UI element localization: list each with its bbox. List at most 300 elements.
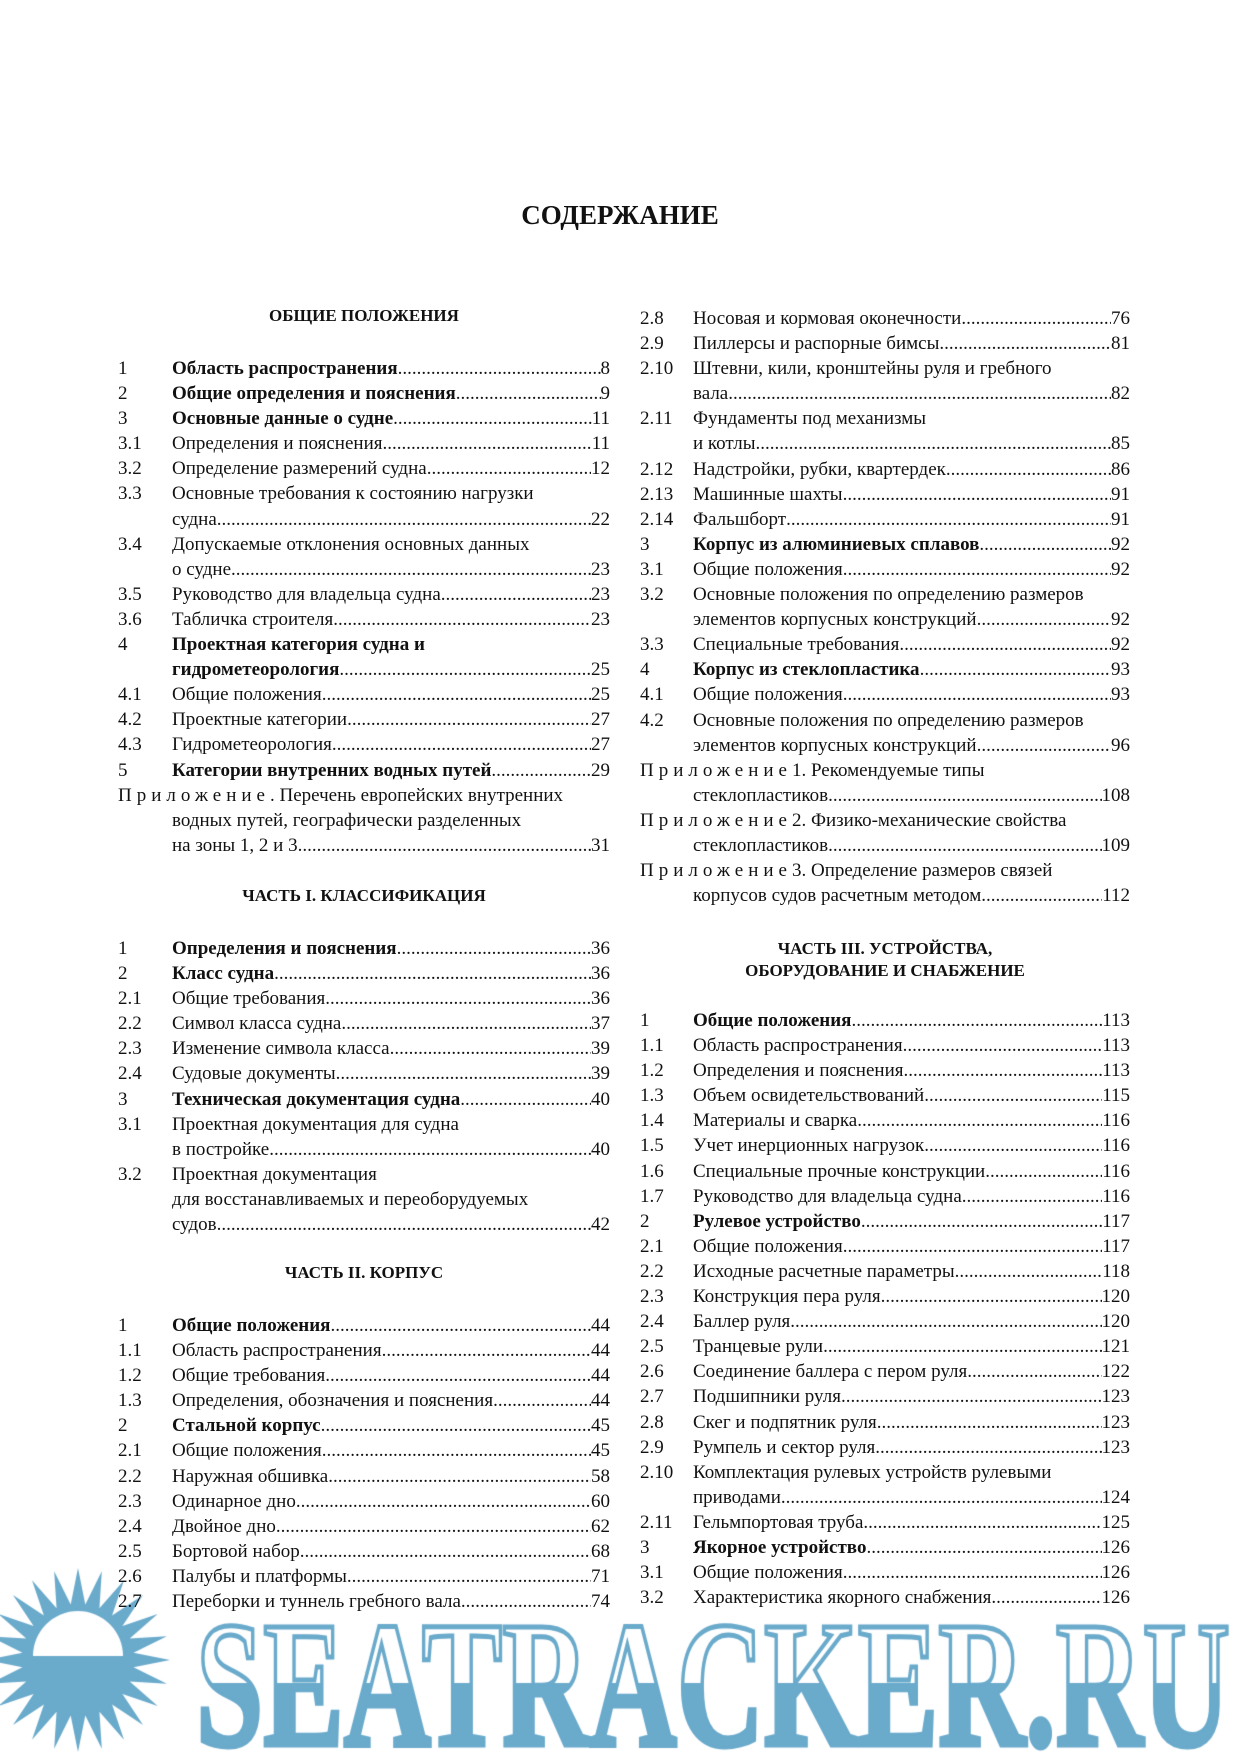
toc-entry[interactable] bbox=[640, 1435, 1130, 1460]
entry-title: судов bbox=[172, 1214, 217, 1236]
entry-body bbox=[693, 632, 1130, 657]
page-number: 109 bbox=[1101, 834, 1130, 856]
dot-leader bbox=[877, 1410, 1102, 1435]
toc-entry[interactable] bbox=[640, 1108, 1130, 1133]
toc-entry[interactable] bbox=[640, 582, 1130, 632]
entry-title: Область распространения bbox=[172, 358, 398, 379]
entry-body bbox=[693, 1309, 1130, 1334]
page-title: СОДЕРЖАНИЕ bbox=[521, 200, 719, 230]
entry-title: элементов корпусных конструкций bbox=[693, 609, 977, 631]
toc-entry[interactable] bbox=[118, 758, 610, 783]
entry-title: Основные положения по определению размеров bbox=[693, 709, 1084, 731]
toc-entry[interactable] bbox=[640, 1008, 1130, 1033]
section-number: 2 bbox=[118, 1415, 128, 1437]
page-number: 116 bbox=[1102, 1185, 1130, 1207]
entry-title: Определение размерений судна bbox=[172, 458, 427, 480]
toc-entry[interactable] bbox=[640, 657, 1130, 682]
section-number: 3.3 bbox=[118, 483, 142, 505]
section-number: 2 bbox=[118, 383, 128, 405]
dot-leader bbox=[390, 1036, 591, 1061]
toc-entry[interactable] bbox=[640, 1209, 1130, 1234]
entry-body bbox=[693, 1435, 1130, 1460]
entry-title: Бортовой набор bbox=[172, 1540, 300, 1562]
entry-line bbox=[693, 381, 1130, 406]
entry-body bbox=[172, 406, 610, 431]
toc-entry[interactable] bbox=[640, 557, 1130, 582]
section-number: 3.3 bbox=[640, 634, 664, 656]
dot-leader bbox=[979, 532, 1111, 557]
dot-leader bbox=[330, 1313, 591, 1338]
entry-title: Допускаемые отклонения основных данных bbox=[172, 533, 530, 555]
entry-title: для восстанавливаемых и переоборудуемых bbox=[172, 1188, 529, 1210]
page-number: 31 bbox=[591, 834, 610, 856]
entry-body bbox=[172, 1388, 610, 1413]
entry-body bbox=[172, 1011, 610, 1036]
entry-line bbox=[172, 1489, 610, 1514]
entry-title: Одинарное дно bbox=[172, 1490, 296, 1512]
section-number: 1.6 bbox=[640, 1160, 664, 1182]
section-number: 2.8 bbox=[640, 308, 664, 329]
dot-leader bbox=[456, 381, 601, 406]
entry-body bbox=[172, 456, 610, 481]
dot-leader bbox=[336, 1061, 591, 1086]
dot-leader bbox=[924, 1083, 1102, 1108]
entry-body bbox=[693, 1033, 1130, 1058]
toc-entry[interactable] bbox=[118, 1564, 610, 1589]
section-number: 2.9 bbox=[640, 333, 664, 355]
entry-title: Общие положения bbox=[693, 558, 843, 580]
dot-leader bbox=[322, 682, 591, 707]
page-number: 126 bbox=[1101, 1536, 1130, 1558]
entry-line bbox=[693, 1184, 1130, 1209]
dot-leader bbox=[981, 883, 1102, 908]
toc-entry[interactable] bbox=[640, 1410, 1130, 1435]
page-number: 122 bbox=[1101, 1361, 1130, 1383]
entry-line bbox=[693, 1284, 1130, 1309]
entry-title: Скег и подпятник руля bbox=[693, 1411, 877, 1433]
toc-entry[interactable] bbox=[640, 1234, 1130, 1259]
page-number: 12 bbox=[591, 458, 610, 480]
page-number: 25 bbox=[591, 659, 610, 681]
section-number: 4.3 bbox=[118, 734, 142, 756]
entry-title: 1. Рекомендуемые типы bbox=[791, 759, 985, 781]
entry-title: Общие положения bbox=[693, 1010, 852, 1031]
page-number: 44 bbox=[591, 1340, 610, 1362]
entry-title: Общие положения bbox=[172, 684, 322, 706]
toc-entry[interactable] bbox=[118, 381, 610, 406]
entry-line bbox=[693, 1560, 1130, 1585]
entry-line bbox=[693, 482, 1130, 507]
toc-entry[interactable] bbox=[118, 481, 610, 531]
entry-body bbox=[172, 431, 610, 456]
toc-entry[interactable] bbox=[640, 1133, 1130, 1158]
page-number: 39 bbox=[591, 1038, 610, 1060]
entry-line bbox=[172, 1338, 610, 1363]
page-number: 39 bbox=[591, 1063, 610, 1085]
entry-body bbox=[693, 507, 1130, 532]
dot-leader bbox=[269, 1137, 591, 1162]
entry-line bbox=[693, 733, 1130, 758]
toc-entry[interactable] bbox=[640, 1460, 1130, 1510]
entry-body bbox=[693, 1410, 1130, 1435]
toc-entry[interactable] bbox=[640, 1510, 1130, 1535]
entry-line bbox=[172, 1212, 610, 1237]
toc-entry[interactable] bbox=[640, 331, 1130, 356]
toc-entry[interactable] bbox=[640, 1309, 1130, 1334]
entry-line bbox=[693, 1384, 1130, 1409]
dot-leader bbox=[843, 1560, 1102, 1585]
toc-entry[interactable] bbox=[118, 682, 610, 707]
dot-leader bbox=[493, 1388, 591, 1413]
entry-line bbox=[693, 1058, 1130, 1083]
toc-entry[interactable] bbox=[640, 1535, 1130, 1560]
entry-title: Определения, обозначения и пояснения bbox=[172, 1390, 494, 1412]
page-number: 92 bbox=[1111, 558, 1130, 580]
page-number: 96 bbox=[1111, 734, 1130, 756]
toc-entry[interactable] bbox=[118, 456, 610, 481]
page-number: 9 bbox=[600, 383, 610, 405]
toc-entry[interactable] bbox=[118, 1589, 610, 1614]
toc-entry[interactable] bbox=[118, 1413, 610, 1438]
page-number: 125 bbox=[1101, 1511, 1130, 1533]
toc-entry[interactable] bbox=[118, 532, 610, 582]
entry-line bbox=[640, 858, 1130, 883]
entry-line bbox=[693, 457, 1130, 482]
page-number: 108 bbox=[1101, 784, 1130, 806]
toc-entry[interactable] bbox=[640, 1159, 1130, 1184]
toc-entry[interactable] bbox=[640, 1560, 1130, 1585]
toc-entry[interactable] bbox=[640, 1359, 1130, 1384]
page-number: 68 bbox=[591, 1540, 610, 1562]
dot-leader bbox=[851, 1008, 1102, 1033]
toc-entry[interactable] bbox=[118, 1338, 610, 1363]
toc-entry[interactable] bbox=[118, 986, 610, 1011]
entry-body bbox=[693, 306, 1130, 331]
toc-entry[interactable] bbox=[640, 1058, 1130, 1083]
entry-body bbox=[693, 1159, 1130, 1184]
section-number: 1 bbox=[118, 358, 128, 379]
entry-body bbox=[172, 1539, 610, 1564]
entry-body bbox=[172, 1564, 610, 1589]
appendix-prefix: Приложение bbox=[640, 759, 792, 781]
dot-leader bbox=[325, 986, 591, 1011]
toc-entry[interactable] bbox=[118, 732, 610, 757]
toc-entry[interactable] bbox=[118, 936, 610, 961]
entry-title: Штевни, кили, кронштейны руля и гребного bbox=[693, 358, 1052, 380]
page-number: 91 bbox=[1111, 508, 1130, 530]
section-number: 1.5 bbox=[640, 1135, 664, 1157]
page-number: 91 bbox=[1111, 483, 1130, 505]
entry-title: Категории внутренних водных путей bbox=[172, 759, 492, 781]
entry-line bbox=[172, 481, 610, 506]
entry-line bbox=[693, 1309, 1130, 1334]
toc-entry[interactable] bbox=[640, 632, 1130, 657]
entry-body bbox=[172, 707, 610, 732]
page-number: 113 bbox=[1102, 1035, 1130, 1057]
section-number: 4.1 bbox=[118, 684, 142, 706]
toc-entry[interactable] bbox=[118, 1438, 610, 1463]
entry-line bbox=[172, 1564, 610, 1589]
toc-entry[interactable] bbox=[640, 758, 1130, 808]
entry-title: корпусов судов расчетным методом bbox=[693, 885, 982, 907]
toc-entry[interactable] bbox=[640, 1184, 1130, 1209]
entry-line bbox=[172, 381, 610, 406]
section-number: 2.11 bbox=[640, 408, 673, 430]
page-number: 42 bbox=[591, 1214, 610, 1236]
entry-body bbox=[640, 858, 1130, 908]
section-number: 2.1 bbox=[118, 1440, 142, 1462]
entry-title: водных путей, географически разделенных bbox=[172, 809, 522, 831]
section-number: 3.1 bbox=[640, 558, 664, 580]
entry-body bbox=[693, 1560, 1130, 1585]
entry-body bbox=[172, 1162, 610, 1237]
dot-leader bbox=[332, 732, 591, 757]
page-number: 76 bbox=[1111, 308, 1130, 329]
page-number: 113 bbox=[1102, 1010, 1130, 1031]
entry-body bbox=[640, 808, 1130, 858]
page-number: 27 bbox=[591, 734, 610, 756]
dot-leader bbox=[321, 1413, 591, 1438]
section-number: 3 bbox=[118, 408, 128, 430]
entry-line bbox=[172, 1187, 610, 1212]
section-number: 3.1 bbox=[118, 1113, 142, 1135]
entry-body bbox=[172, 1313, 610, 1338]
toc-entry[interactable] bbox=[118, 632, 610, 682]
dot-leader bbox=[339, 657, 591, 682]
section-number: 1.1 bbox=[118, 1340, 142, 1362]
toc-entry[interactable] bbox=[118, 1464, 610, 1489]
entry-body bbox=[693, 682, 1130, 707]
section-number: 1 bbox=[118, 1315, 128, 1336]
section-number: 1.3 bbox=[118, 1390, 142, 1412]
toc-entry[interactable] bbox=[118, 1539, 610, 1564]
section-number: 2.10 bbox=[640, 1461, 674, 1483]
entry-line bbox=[693, 1159, 1130, 1184]
section-number: 2.5 bbox=[118, 1540, 142, 1562]
section-number: 2.3 bbox=[640, 1286, 664, 1308]
entry-body bbox=[693, 482, 1130, 507]
entry-line bbox=[693, 356, 1130, 381]
entry-title: Проектная документация для судна bbox=[172, 1113, 459, 1135]
entry-line bbox=[693, 1485, 1130, 1510]
entry-line bbox=[693, 1008, 1130, 1033]
entry-line bbox=[172, 1413, 610, 1438]
toc-entry[interactable] bbox=[118, 1036, 610, 1061]
entry-body bbox=[172, 356, 610, 381]
entry-line bbox=[172, 582, 610, 607]
toc-entry[interactable] bbox=[118, 1363, 610, 1388]
page-number: 44 bbox=[591, 1390, 610, 1412]
entry-body bbox=[172, 1514, 610, 1539]
dot-leader bbox=[341, 1011, 591, 1036]
entry-line bbox=[693, 632, 1130, 657]
entry-title: Двойное дно bbox=[172, 1515, 276, 1537]
toc-entry[interactable] bbox=[640, 1083, 1130, 1108]
page-number: 92 bbox=[1111, 533, 1130, 555]
entry-body bbox=[172, 1112, 610, 1162]
section-number: 2.6 bbox=[640, 1361, 664, 1383]
entry-title: Подшипники руля bbox=[693, 1386, 841, 1408]
entry-title: Определения и пояснения bbox=[172, 938, 397, 959]
page-number: 23 bbox=[591, 608, 610, 630]
entry-line bbox=[693, 331, 1130, 356]
entry-title: судна bbox=[172, 508, 217, 530]
toc-entry[interactable] bbox=[118, 582, 610, 607]
entry-line bbox=[172, 1464, 610, 1489]
entry-title: гидрометеорология bbox=[172, 659, 340, 681]
dot-leader bbox=[961, 306, 1111, 331]
toc-entry[interactable] bbox=[640, 356, 1130, 406]
toc-entry[interactable] bbox=[640, 406, 1130, 456]
entry-body bbox=[693, 1184, 1130, 1209]
entry-title: Фальшборт bbox=[693, 508, 787, 530]
entry-line bbox=[693, 1410, 1130, 1435]
toc-entry[interactable] bbox=[118, 1388, 610, 1413]
dot-leader bbox=[946, 457, 1111, 482]
toc-entry[interactable] bbox=[118, 1514, 610, 1539]
dot-leader bbox=[861, 1209, 1102, 1234]
entry-body bbox=[172, 682, 610, 707]
entry-line bbox=[172, 732, 610, 757]
entry-body bbox=[172, 632, 610, 682]
entry-title: Общие положения bbox=[172, 1315, 331, 1336]
entry-body bbox=[693, 1108, 1130, 1133]
toc-entry[interactable] bbox=[640, 1284, 1130, 1309]
toc-entry[interactable] bbox=[640, 808, 1130, 858]
entry-title: Руководство для владельца судна bbox=[693, 1185, 962, 1207]
toc-entry[interactable] bbox=[118, 707, 610, 732]
entry-body bbox=[172, 381, 610, 406]
dot-leader bbox=[300, 1539, 591, 1564]
section-number: 2 bbox=[118, 963, 128, 985]
entry-line bbox=[693, 1585, 1130, 1610]
entry-line bbox=[693, 557, 1130, 582]
entry-title: Рулевое устройство bbox=[693, 1210, 861, 1232]
section-heading bbox=[640, 938, 1130, 982]
entry-line bbox=[693, 306, 1130, 331]
toc-entry[interactable] bbox=[118, 1489, 610, 1514]
section-number: 2.3 bbox=[118, 1490, 142, 1512]
dot-leader bbox=[217, 1212, 591, 1237]
appendix-prefix: Приложение bbox=[118, 784, 270, 806]
entry-line bbox=[693, 657, 1130, 682]
page-number: 86 bbox=[1111, 458, 1130, 480]
page-number: 74 bbox=[591, 1591, 610, 1613]
section-number: 2.1 bbox=[640, 1235, 664, 1257]
page-number: 116 bbox=[1102, 1135, 1130, 1157]
entry-line bbox=[118, 808, 610, 833]
toc-entry[interactable] bbox=[640, 482, 1130, 507]
page-number: 81 bbox=[1111, 333, 1130, 355]
toc-entry[interactable] bbox=[118, 961, 610, 986]
entry-body bbox=[693, 1284, 1130, 1309]
entry-title: Область распространения bbox=[172, 1340, 382, 1362]
toc-entry[interactable] bbox=[640, 457, 1130, 482]
dot-leader bbox=[347, 707, 591, 732]
dot-leader bbox=[781, 1485, 1102, 1510]
toc-entry[interactable] bbox=[640, 858, 1130, 908]
entry-title: Комплектация рулевых устройств рулевыми bbox=[693, 1461, 1052, 1483]
dot-leader bbox=[985, 1159, 1102, 1184]
section-number: 1.1 bbox=[640, 1035, 664, 1057]
entry-line bbox=[172, 1388, 610, 1413]
toc-entry[interactable] bbox=[640, 1334, 1130, 1359]
entry-title: Общие определения и пояснения bbox=[172, 383, 456, 405]
toc-entry[interactable] bbox=[118, 406, 610, 431]
entry-title: 2. Физико-механические свойства bbox=[791, 809, 1067, 831]
heading-line: ЧАСТЬ II. КОРПУС bbox=[284, 1263, 444, 1282]
entry-line bbox=[640, 883, 1130, 908]
toc-entry[interactable] bbox=[118, 1061, 610, 1086]
entry-body bbox=[693, 1510, 1130, 1535]
page-number: 60 bbox=[591, 1490, 610, 1512]
entry-body bbox=[172, 1413, 610, 1438]
toc-entry[interactable] bbox=[118, 607, 610, 632]
entry-body bbox=[693, 1535, 1130, 1560]
section-number: 1.2 bbox=[118, 1365, 142, 1387]
toc-entry[interactable] bbox=[118, 783, 610, 858]
dot-leader bbox=[347, 1564, 591, 1589]
toc-entry[interactable] bbox=[118, 356, 610, 381]
dot-leader bbox=[382, 431, 591, 456]
toc-entry[interactable] bbox=[640, 1384, 1130, 1409]
dot-leader bbox=[728, 381, 1111, 406]
toc-entry[interactable] bbox=[640, 682, 1130, 707]
section-heading bbox=[118, 305, 610, 327]
toc-entry[interactable] bbox=[118, 1011, 610, 1036]
dot-leader bbox=[790, 1309, 1101, 1334]
entry-line bbox=[693, 682, 1130, 707]
toc-entry[interactable] bbox=[640, 1585, 1130, 1610]
dot-leader bbox=[843, 557, 1111, 582]
toc-entry[interactable] bbox=[118, 1112, 610, 1162]
entry-title: Область распространения bbox=[693, 1035, 903, 1057]
entry-line bbox=[640, 808, 1130, 833]
entry-body bbox=[693, 708, 1130, 758]
page-number: 82 bbox=[1111, 383, 1130, 405]
toc-entry[interactable] bbox=[640, 507, 1130, 532]
entry-body bbox=[693, 1083, 1130, 1108]
entry-line bbox=[693, 532, 1130, 557]
toc-entry[interactable] bbox=[118, 431, 610, 456]
entry-body bbox=[693, 1334, 1130, 1359]
entry-title: Основные данные о судне bbox=[172, 408, 394, 430]
entry-line bbox=[172, 986, 610, 1011]
toc-entry[interactable] bbox=[118, 1162, 610, 1237]
section-number: 4 bbox=[118, 634, 128, 656]
toc-entry[interactable] bbox=[640, 532, 1130, 557]
section-number: 1 bbox=[118, 938, 128, 959]
toc-entry[interactable] bbox=[640, 1033, 1130, 1058]
toc-entry[interactable] bbox=[118, 1087, 610, 1112]
entry-title: Румпель и сектор руля bbox=[693, 1436, 876, 1458]
dot-leader bbox=[460, 1087, 591, 1112]
section-number: 5 bbox=[118, 759, 128, 781]
entry-line bbox=[172, 1061, 610, 1086]
entry-body bbox=[172, 607, 610, 632]
toc-entry[interactable] bbox=[640, 708, 1130, 758]
entry-title: Табличка строителя bbox=[172, 608, 334, 630]
entry-title: . Перечень европейских внутренних bbox=[269, 784, 564, 806]
section-number: 2.7 bbox=[640, 1386, 664, 1408]
toc-entry[interactable] bbox=[640, 1259, 1130, 1284]
toc-entry[interactable] bbox=[118, 1313, 610, 1338]
section-number: 1.7 bbox=[640, 1185, 664, 1207]
toc-entry[interactable] bbox=[640, 306, 1130, 331]
section-number: 2.13 bbox=[640, 483, 674, 505]
entry-body bbox=[172, 1338, 610, 1363]
entry-body bbox=[172, 532, 610, 582]
